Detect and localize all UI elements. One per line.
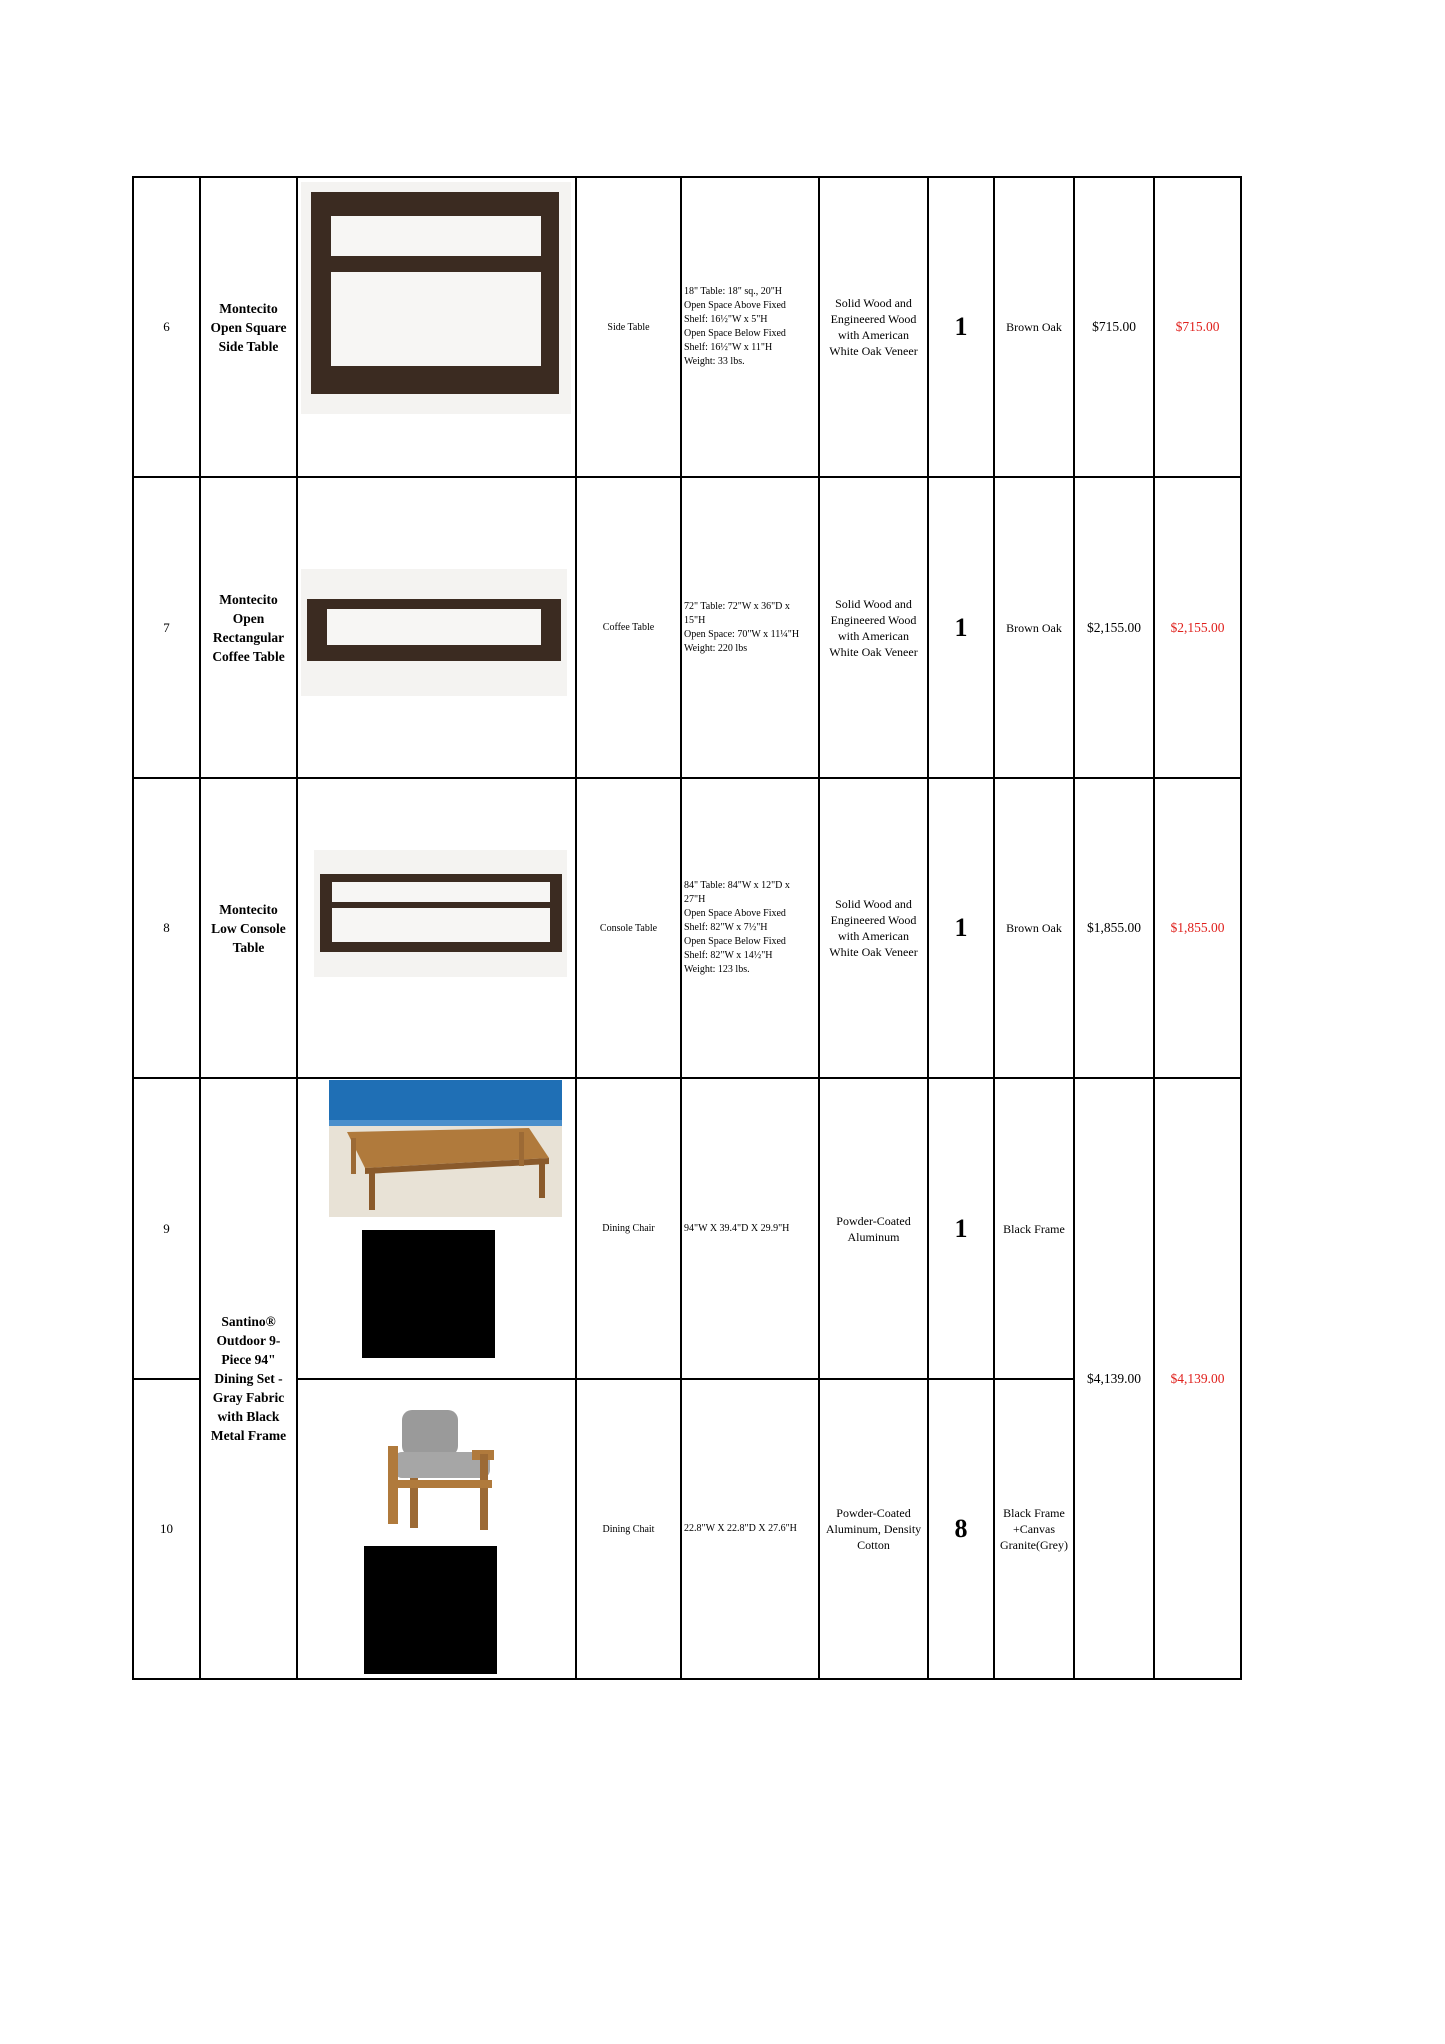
material: Powder-Coated Aluminum: [836, 1213, 911, 1244]
quantity: 1: [954, 1213, 968, 1243]
dining-table-placeholder: [362, 1230, 495, 1358]
unit-price: $1,855.00: [1087, 920, 1141, 935]
category: Console Table: [599, 922, 658, 934]
category: Coffee Table: [602, 622, 655, 633]
row-number: 6: [163, 319, 170, 334]
finish: Black Frame: [1003, 1221, 1065, 1236]
unit-price: $4,139.00: [1087, 1370, 1141, 1386]
quantity: 1: [954, 913, 968, 942]
row-number: 9: [163, 1220, 170, 1236]
category: Dining Chair: [602, 1223, 655, 1234]
dining-chair-photo: [380, 1400, 502, 1536]
line-total: $715.00: [1175, 319, 1220, 334]
dimensions: 18" Table: 18" sq., 20"H Open Space Above Fixed Shelf: 16½"W x 5"H Open Space Below Fixed Shelf: 16½"W x 11"H Weight: 33 lbs.: [684, 286, 786, 367]
table-border-bottom: [132, 1678, 1242, 1680]
dimensions: 72" Table: 72"W x 36"D x 15"H Open Space: 70"W x 11¼"H Weight: 220 lbs: [684, 600, 800, 654]
category: Dining Chait: [602, 1523, 655, 1535]
product-name: Montecito Open Rectangular Coffee Table: [212, 591, 285, 664]
row-number: 7: [163, 619, 170, 635]
material: Powder-Coated Aluminum, Density Cotton: [825, 1506, 922, 1552]
unit-price: $2,155.00: [1087, 619, 1141, 635]
dining-table-photo: [329, 1080, 562, 1217]
product-name: Montecito Low Console Table: [211, 901, 286, 955]
table-border-right: [1240, 176, 1242, 1680]
dimensions: 22.8"W X 22.8"D X 27.6"H: [684, 1523, 797, 1534]
line-total: $2,155.00: [1170, 619, 1225, 635]
console-table-photo: [314, 850, 567, 977]
row-number: 8: [163, 920, 170, 935]
col-divider: [296, 176, 298, 1680]
unit-price: $715.00: [1092, 319, 1136, 334]
quantity: 8: [954, 1514, 968, 1543]
coffee-table-photo: [301, 569, 567, 696]
line-total: $4,139.00: [1170, 1370, 1225, 1386]
line-total: $1,855.00: [1170, 920, 1225, 935]
product-name: Montecito Open Square Side Table: [210, 300, 287, 354]
finish: Brown Oak: [1006, 320, 1062, 334]
material: Solid Wood and Engineered Wood with American White Oak Veneer: [829, 296, 918, 358]
product-name: Santino® Outdoor 9-Piece 94" Dining Set - Gray Fabric with Black Metal Frame: [210, 1314, 287, 1443]
dimensions: 94"W X 39.4"D X 29.9"H: [684, 1222, 790, 1234]
quantity: 1: [954, 612, 968, 642]
dimensions: 84" Table: 84"W x 12"D x 27"H Open Space Above Fixed Shelf: 82"W x 7½"H Open Space Below Fixed Shelf: 82"W x 14½"H Weight: 123 lbs.: [684, 880, 790, 975]
dining-chair-placeholder: [364, 1546, 497, 1674]
material: Solid Wood and Engineered Wood with American White Oak Veneer: [829, 897, 918, 959]
quantity: 1: [954, 312, 968, 341]
side-table-photo: [301, 182, 571, 414]
finish: Brown Oak: [1006, 620, 1062, 635]
finish: Brown Oak: [1006, 921, 1062, 935]
finish: Black Frame +Canvas Granite(Grey): [1000, 1506, 1068, 1552]
category: Side Table: [607, 321, 650, 333]
material: Solid Wood and Engineered Wood with American White Oak Veneer: [829, 596, 918, 659]
row-number: 10: [160, 1521, 173, 1536]
